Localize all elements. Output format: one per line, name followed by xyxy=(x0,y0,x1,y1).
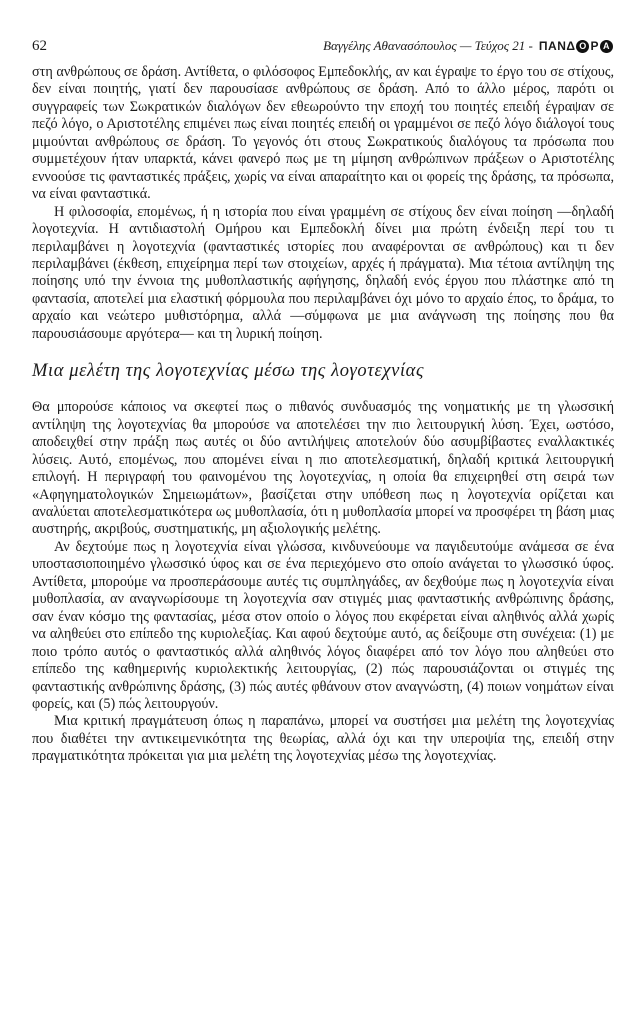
running-header xyxy=(323,38,614,54)
body-text xyxy=(32,64,614,766)
logo-text-left: ΠΑΝΔ xyxy=(538,39,576,53)
paragraph: Η φιλοσοφία, επομένως, ή η ιστορία που είναι γραμμένη σε στίχους δεν είναι ποίηση —δηλαδή λογοτεχνία. Η αντιδιαστολή Ομήρου και Εμπεδοκλή δίνει μια πρώτη ένδειξη περί του τι περιλαμβάνει η λογοτεχνία (φανταστικές ιστορίες που αναφέρονται σε ανθρώπους) και τι δεν περιλαμβάνει (έκθεση, επιχείρημα περί των στοιχείων, αρχές ή πράγματα). Μια τέτοια αντίληψη της ποίησης υπό την έννοια της μυθοπλαστικής αφήγησης, δηλαδή ενός έργου που πλάστηκε από τη φαντασία, αποτελεί μια ελαστική φόρμουλα που περιλαμβάνει όχι μόνο το αρχαίο έπος, το δράμα, το αρχαίο και νεώτερο μυθιστόρημα, αλλά —σύμφωνα με μια ανάγνωση της ποίησης που θα παρουσιάσουμε αργότερα— και τη λυρική ποίηση. xyxy=(32,203,614,342)
logo-mark-end-icon: Α xyxy=(600,40,613,53)
page-number: 62 xyxy=(32,37,47,54)
paragraph: στη ανθρώπους σε δράση. Αντίθετα, ο φιλόσοφος Εμπεδοκλής, αν και έγραψε το έργο του σε στίχους, δεν είναι ποιητής, γιατί δεν παρουσίασε ανθρώπους σε δράση. Από το άλλο μέρος, παρότι οι συγγραφείς των Σωκρατικών διαλόγων δεν εθεωρούντο την εποχή του ποιητές επειδή έγραψαν σε πεζό λόγο, ο Αριστοτέλης επιμένει πως είναι ποιητές επειδή οι γραμμένοι σε πεζό λόγο διάλογοί τους μιμούνται ανθρώπους σε δράση. Το γεγονός ότι στους Σωκρατικούς διαλόγους τα πρόσωπα που συμμετέχουν ήταν υπαρκτά, κάνει φανερό πως με τη μίμηση ανθρώπινων πράξεων ο Αριστοτέλης εννοούσε τις φανταστικές πράξεις, χωρίς να είναι απαραίτητο και οι φορείς της δράσης, τα πρόσωπα, να είναι φανταστικά. xyxy=(32,64,614,203)
logo-mark-icon: Ο xyxy=(576,40,589,53)
magazine-logo xyxy=(539,39,614,53)
running-title: Βαγγέλης Αθανασόπουλος — Τεύχος 21 - xyxy=(323,38,533,53)
paragraph: Θα μπορούσε κάποιος να σκεφτεί πως ο πιθανός συνδυασμός της νοηματικής με τη γλωσσική αντίληψη της λογοτεχνίας θα μπορούσε να αποτελέσει την πιο λειτουργική λύση. Έχει, ωστόσο, αποδειχθεί στην πράξη πως αυτές οι δύο αντιλήψεις αποτελούν δύο ασυμβίβαστες εναλλακτικές λύσεις. Αυτό, επομένως, που απομένει είναι η πιο αποτελεσματική, δηλαδή κριτικά λειτουργική επιλογή. Η περιγραφή του φαινομένου της λογοτεχνίας, η οποία θα επιχειρηθεί στη σειρά των «Αφηγηματολογικών Σημειωμάτων», βασίζεται στην υπόθεση πως η λογοτεχνία ορίζεται και αναλύεται αποτελεσματικότερα ως μυθοπλασία, ότι η μυθοπλασία μπορεί να προσφέρει τη βάση μιας αυστηρής, ακριβούς, συστηματικής, μη αξιολογικής μελέτης. xyxy=(32,399,614,538)
logo-text-right: Ρ xyxy=(590,39,599,53)
page-header xyxy=(32,36,614,56)
paragraph: Αν δεχτούμε πως η λογοτεχνία είναι γλώσσα, κινδυνεύουμε να παγιδευτούμε ανάμεσα σε ένα υποστασιοποιημένο γλωσσικό ύφος και σε ένα περιεχόμενο στο οποίο ανάγεται το γλωσσικό ύφος. Αντίθετα, μπορούμε να προσπεράσουμε αυτές τις συμπληγάδες, αν δεχθούμε πως η λογοτεχνία είναι μυθοπλασία, αν αναγνωρίσουμε τη λογοτεχνία σαν στιγμές μιας φανταστικής ανθρώπινης δράσης, σαν έναν κόσμο της φαντασίας, μέσα στον οποίο ο λόγος που εκφέρεται είναι αληθινός αλλά χωρίς να αληθεύει στο επίπεδο της κυριολεξίας. Και αφού δεχτούμε αυτό, ας δείξουμε στη συνέχεια: (1) με ποιο τρόπο αυτός ο φανταστικός αλλά αληθινός λόγος διαφέρει από τον λόγο που αληθεύει στο επίπεδο της καθημερινής κυριολεκτικής λειτουργίας, (2) πώς παρουσιάζονται οι στιγμές της φανταστικής ανθρώπινης δράσης, (3) πώς αυτές φθάνουν στον αναγνώστη, (4) ποιων νοημάτων είναι φορείς, και (5) πώς λειτουργούν. xyxy=(32,538,614,712)
paragraph: Μια κριτική πραγμάτευση όπως η παραπάνω, μπορεί να συστήσει μια μελέτη της λογοτεχνίας που διαθέτει την αντικειμενικότητα της θεωρίας, αλλά όχι και την υπεροψία της, επειδή στην πραγματικότητα πρόκειται για μια μελέτη της λογοτεχνίας μέσω της λογοτεχνίας. xyxy=(32,713,614,765)
section-title: Μια μελέτη της λογοτεχνίας μέσω της λογοτεχνίας xyxy=(32,361,425,382)
